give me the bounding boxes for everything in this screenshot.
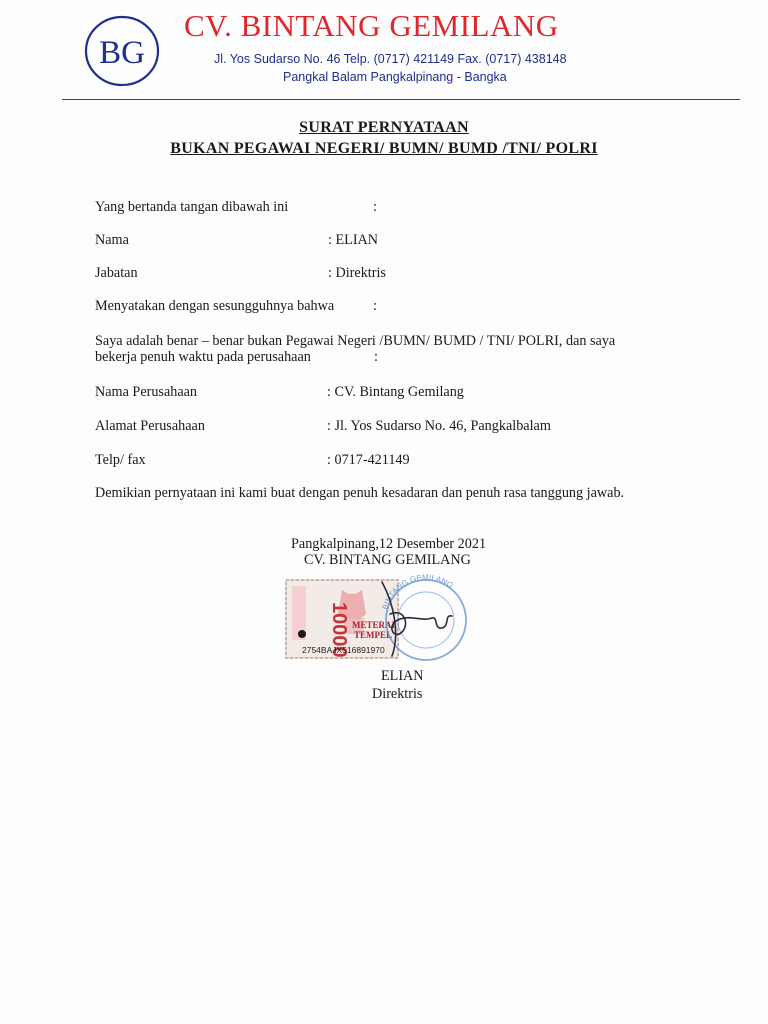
closing-text: Demikian pernyataan ini kami buat dengan penuh kesadaran dan penuh rasa tanggung jawab. xyxy=(95,485,625,501)
place-date: Pangkalpinang,12 Desember 2021 xyxy=(291,536,487,552)
revenue-stamp-and-seal xyxy=(282,574,472,668)
company-address-line-2: Pangkal Balam Pangkalpinang - Bangka xyxy=(283,70,507,84)
statement-colon: : xyxy=(374,349,378,365)
statement-line-1: Saya adalah benar – benar bukan Pegawai Negeri /BUMN/ BUMD / TNI/ POLRI, dan saya xyxy=(95,333,616,349)
field-label-company-address: Alamat Perusahaan xyxy=(95,418,205,434)
stamp-value: 10000 xyxy=(328,602,350,658)
field-value-company-name: : CV. Bintang Gemilang xyxy=(327,384,464,400)
signature-company: CV. BINTANG GEMILANG xyxy=(304,552,471,568)
letterhead-divider xyxy=(62,99,740,100)
company-address-line-1: Jl. Yos Sudarso No. 46 Telp. (0717) 421149 Fax. (0717) 438148 xyxy=(214,52,567,66)
signatory-name: ELIAN xyxy=(381,668,424,684)
seal-text: BINTANG GEMILANG xyxy=(380,574,455,611)
declaration-text: Menyatakan dengan sesungguhnya bahwa xyxy=(95,298,335,314)
signatory-position: Direktris xyxy=(372,686,423,702)
intro-text: Yang bertanda tangan dibawah ini xyxy=(95,199,289,215)
declaration-colon: : xyxy=(373,298,377,314)
stamp-label-1: METERAI xyxy=(352,620,396,630)
company-name: CV. BINTANG GEMILANG xyxy=(184,8,559,43)
intro-colon: : xyxy=(373,199,377,215)
field-value-company-address: : Jl. Yos Sudarso No. 46, Pangkalbalam xyxy=(327,418,551,434)
field-label-phone-fax: Telp/ fax xyxy=(95,452,146,468)
document-title: SURAT PERNYATAAN xyxy=(299,119,469,136)
field-value-name: : ELIAN xyxy=(328,232,379,248)
company-logo xyxy=(83,14,161,88)
logo-text: BG xyxy=(99,35,145,71)
stamp-serial: 2754BAJX516891970 xyxy=(302,645,385,655)
field-value-position: : Direktris xyxy=(328,265,386,281)
statement-line-2: bekerja penuh waktu pada perusahaan xyxy=(95,349,311,365)
field-value-phone-fax: : 0717-421149 xyxy=(327,452,410,468)
document-subtitle: BUKAN PEGAWAI NEGERI/ BUMN/ BUMD /TNI/ POLRI xyxy=(170,140,598,157)
revenue-stamp-icon xyxy=(286,580,398,658)
field-label-name: Nama xyxy=(95,232,129,248)
field-label-position: Jabatan xyxy=(95,265,138,281)
field-label-company-name: Nama Perusahaan xyxy=(95,384,198,400)
stamp-label-2: TEMPEL xyxy=(354,630,393,640)
